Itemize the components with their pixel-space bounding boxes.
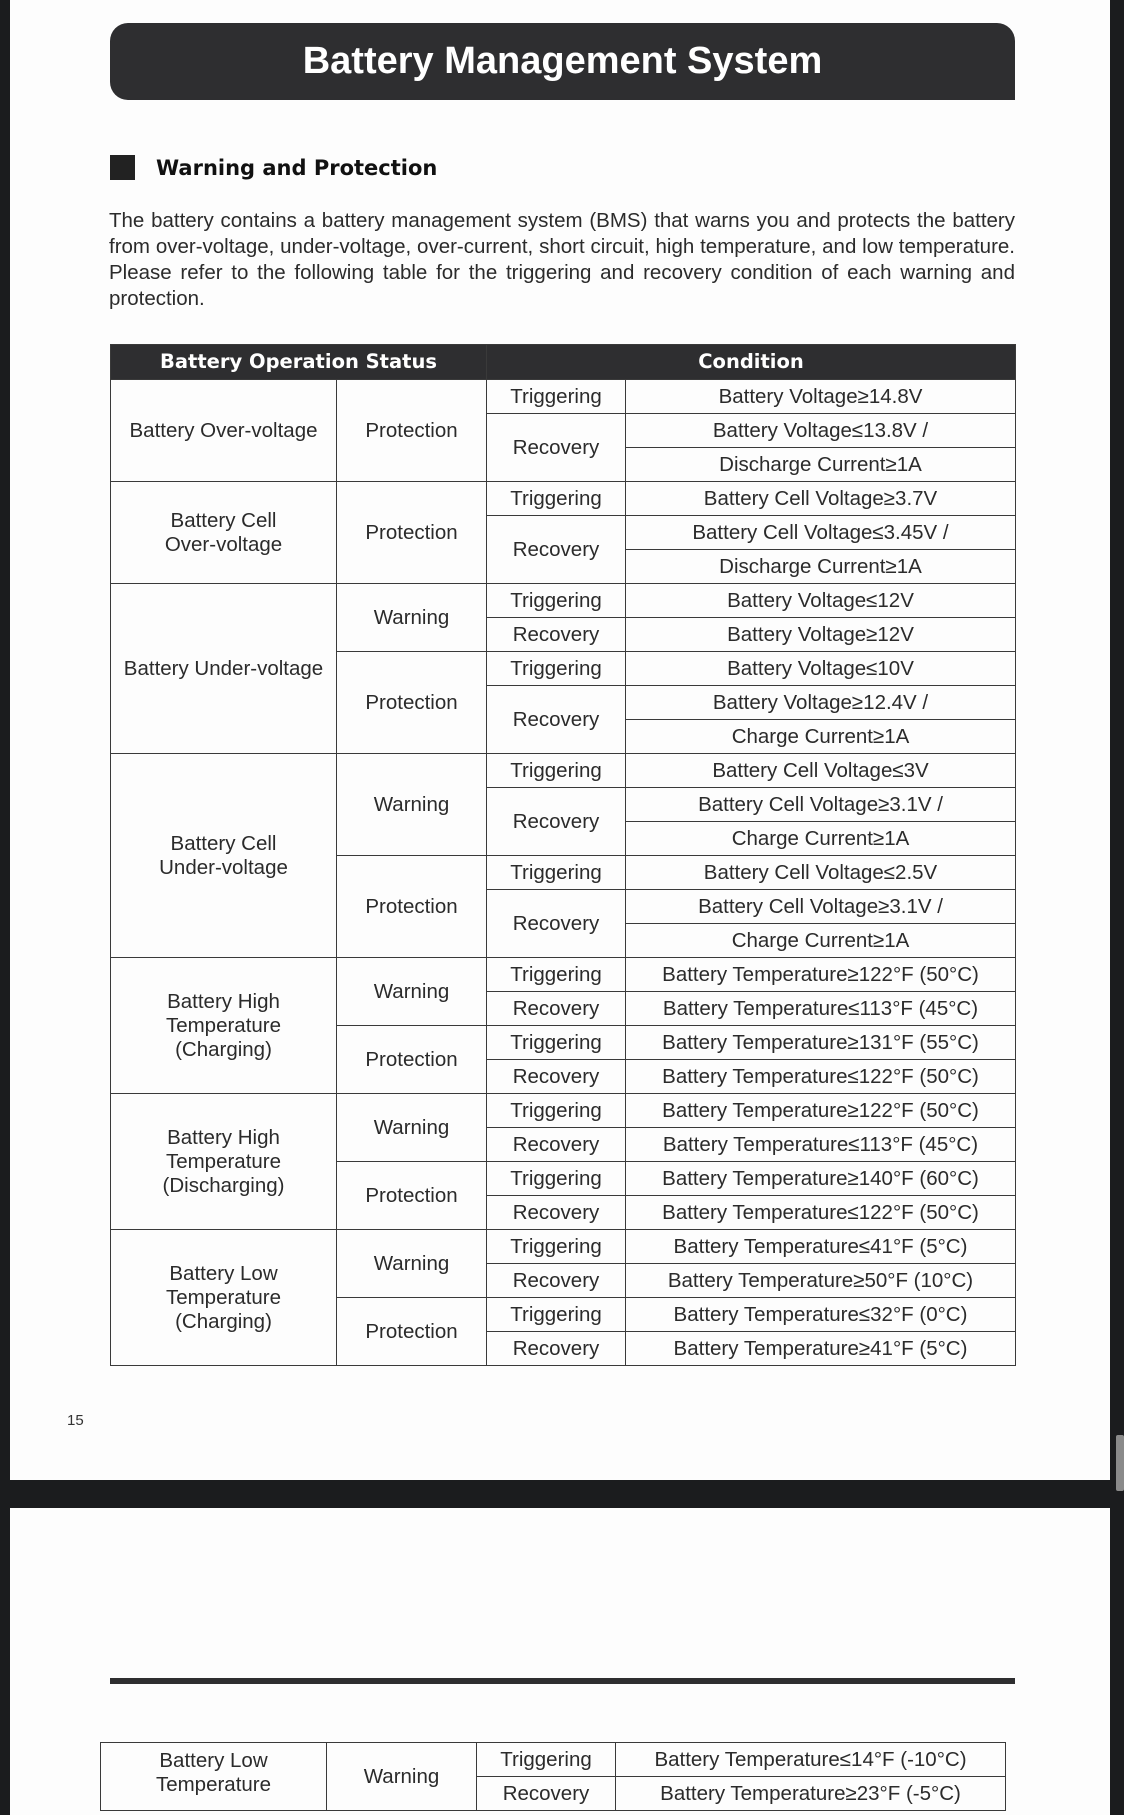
event-cell: Recovery	[487, 414, 626, 482]
condition-cell: Battery Voltage≤10V	[626, 652, 1016, 686]
event-cell: Triggering	[487, 1026, 626, 1060]
condition-cell: Battery Cell Voltage≤3V	[626, 754, 1016, 788]
condition-cell: Battery Voltage≥12.4V /	[626, 686, 1016, 720]
table-row	[101, 1743, 1006, 1777]
condition-cell: Battery Temperature≤14°F (-10°C)	[616, 1743, 1006, 1777]
status-cell	[111, 1094, 337, 1230]
bms-condition-table-continued	[100, 1742, 1006, 1811]
condition-cell: Battery Temperature≤113°F (45°C)	[626, 992, 1016, 1026]
event-cell: Triggering	[487, 584, 626, 618]
status-line: Battery Cell	[170, 508, 277, 532]
status-line: (Discharging)	[162, 1173, 285, 1197]
intro-paragraph: The battery contains a battery management system (BMS) that warns you and protects the battery from over-voltage, under-voltage, over-current, short circuit, high temperature, and low temperature. Please refer to the following table for the triggering and recovery condition of each warning and protection.	[109, 209, 1015, 310]
page-title: Battery Management System	[302, 40, 823, 82]
status-cell	[111, 754, 337, 958]
condition-cell: Battery Voltage≥14.8V	[626, 380, 1016, 414]
status-line: Battery High	[167, 1125, 280, 1149]
event-cell: Recovery	[487, 1128, 626, 1162]
status-line: Temperature	[155, 1773, 272, 1796]
status-line: Battery Low	[159, 1749, 268, 1772]
condition-cell: Battery Temperature≤41°F (5°C)	[626, 1230, 1016, 1264]
condition-cell: Battery Cell Voltage≤2.5V	[626, 856, 1016, 890]
condition-cell: Battery Voltage≤13.8V /	[626, 414, 1016, 448]
event-cell: Recovery	[487, 516, 626, 584]
condition-cell: Battery Temperature≥140°F (60°C)	[626, 1162, 1016, 1196]
event-cell: Triggering	[487, 958, 626, 992]
mode-cell: Warning	[337, 584, 487, 652]
table-row	[111, 380, 1016, 414]
mode-cell: Warning	[337, 754, 487, 856]
event-cell: Recovery	[487, 1196, 626, 1230]
event-cell: Recovery	[487, 1264, 626, 1298]
event-cell: Triggering	[487, 380, 626, 414]
mode-cell: Warning	[337, 958, 487, 1026]
condition-cell: Charge Current≥1A	[626, 822, 1016, 856]
condition-cell: Discharge Current≥1A	[626, 550, 1016, 584]
event-cell: Recovery	[487, 686, 626, 754]
condition-cell: Charge Current≥1A	[626, 924, 1016, 958]
condition-cell: Battery Temperature≤122°F (50°C)	[626, 1060, 1016, 1094]
event-cell: Triggering	[487, 1094, 626, 1128]
mode-cell: Protection	[337, 1162, 487, 1230]
mode-cell: Warning	[337, 1094, 487, 1162]
mode-cell: Protection	[337, 1026, 487, 1094]
status-line: (Charging)	[175, 1037, 272, 1061]
mode-cell: Protection	[337, 652, 487, 754]
mode-cell: Protection	[337, 1298, 487, 1366]
header-condition: Condition	[487, 345, 1016, 380]
status-line: (Charging)	[175, 1309, 272, 1333]
mode-cell: Warning	[327, 1743, 477, 1811]
condition-cell: Battery Temperature≥122°F (50°C)	[626, 958, 1016, 992]
event-cell: Triggering	[487, 856, 626, 890]
mode-cell: Protection	[337, 856, 487, 958]
header-rule-divider	[110, 1678, 1015, 1684]
table-row	[111, 1230, 1016, 1264]
event-cell: Triggering	[487, 1230, 626, 1264]
mode-cell: Warning	[337, 1230, 487, 1298]
status-line: Temperature	[165, 1149, 282, 1173]
condition-cell: Battery Temperature≥41°F (5°C)	[626, 1332, 1016, 1366]
condition-cell: Battery Cell Voltage≥3.1V /	[626, 890, 1016, 924]
table-row	[111, 482, 1016, 516]
event-cell: Triggering	[487, 482, 626, 516]
event-cell: Recovery	[487, 890, 626, 958]
event-cell: Recovery	[477, 1777, 616, 1811]
event-cell: Recovery	[487, 788, 626, 856]
condition-cell: Battery Temperature≥122°F (50°C)	[626, 1094, 1016, 1128]
table-row	[111, 958, 1016, 992]
event-cell: Triggering	[487, 652, 626, 686]
status-line: Temperature	[165, 1013, 282, 1037]
page-title-banner	[110, 23, 1015, 100]
event-cell: Triggering	[477, 1743, 616, 1777]
condition-cell: Battery Voltage≤12V	[626, 584, 1016, 618]
event-cell: Recovery	[487, 1060, 626, 1094]
event-cell: Triggering	[487, 754, 626, 788]
condition-cell: Battery Temperature≤122°F (50°C)	[626, 1196, 1016, 1230]
status-cell	[111, 958, 337, 1094]
status-cell: Battery Over-voltage	[111, 380, 337, 482]
bms-condition-table	[110, 344, 1016, 1366]
condition-cell: Battery Temperature≤113°F (45°C)	[626, 1128, 1016, 1162]
condition-cell: Charge Current≥1A	[626, 720, 1016, 754]
section-heading	[110, 155, 437, 180]
status-line: Over-voltage	[164, 532, 283, 556]
status-line: Battery Low	[169, 1261, 278, 1285]
status-cell	[101, 1743, 327, 1811]
condition-cell: Battery Cell Voltage≥3.7V	[626, 482, 1016, 516]
event-cell: Triggering	[487, 1162, 626, 1196]
table-row	[111, 584, 1016, 618]
section-bullet-square-icon	[110, 155, 135, 180]
status-cell: Battery Under-voltage	[111, 584, 337, 754]
condition-cell: Battery Temperature≥131°F (55°C)	[626, 1026, 1016, 1060]
event-cell: Recovery	[487, 1332, 626, 1366]
table-row	[111, 754, 1016, 788]
condition-cell: Discharge Current≥1A	[626, 448, 1016, 482]
mode-cell: Protection	[337, 380, 487, 482]
status-cell	[111, 482, 337, 584]
header-operation-status: Battery Operation Status	[111, 345, 487, 380]
condition-cell: Battery Voltage≥12V	[626, 618, 1016, 652]
condition-cell: Battery Temperature≥23°F (-5°C)	[616, 1777, 1006, 1811]
status-line: Under-voltage	[159, 855, 288, 879]
document-page-15	[10, 0, 1110, 1480]
status-line: Temperature	[165, 1285, 282, 1309]
table-header-row	[111, 345, 1016, 380]
event-cell: Recovery	[487, 992, 626, 1026]
scrollbar-thumb[interactable]	[1116, 1435, 1124, 1491]
condition-cell: Battery Temperature≥50°F (10°C)	[626, 1264, 1016, 1298]
status-line: Battery High	[167, 989, 280, 1013]
event-cell: Triggering	[487, 1298, 626, 1332]
condition-cell: Battery Cell Voltage≤3.45V /	[626, 516, 1016, 550]
event-cell: Recovery	[487, 618, 626, 652]
mode-cell: Protection	[337, 482, 487, 584]
section-heading-text: Warning and Protection	[156, 155, 438, 180]
status-cell	[111, 1230, 337, 1366]
page-number: 15	[67, 1412, 84, 1429]
condition-cell: Battery Cell Voltage≥3.1V /	[626, 788, 1016, 822]
table-row	[111, 1094, 1016, 1128]
condition-cell: Battery Temperature≤32°F (0°C)	[626, 1298, 1016, 1332]
status-line: Battery Cell	[170, 831, 277, 855]
